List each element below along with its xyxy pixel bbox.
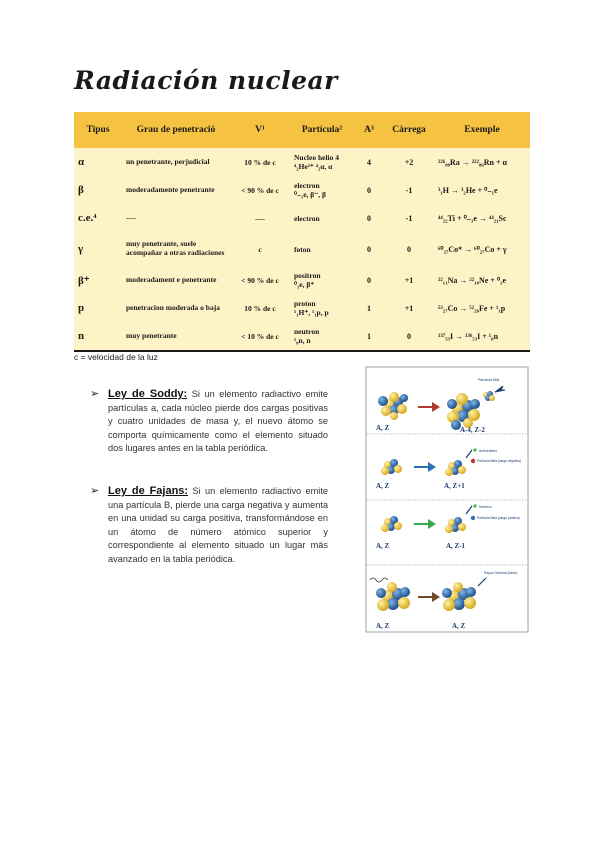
cell-v: c bbox=[258, 244, 262, 254]
cell-carrega: +1 bbox=[404, 303, 414, 313]
cell-v: ---- bbox=[255, 213, 265, 223]
cell-tipus: n bbox=[78, 330, 85, 342]
cell-tipus: β⁺ bbox=[78, 274, 90, 287]
cell-exemple: ⁵³₂₇Co → ⁵²₂₆Fe + ¹₁p bbox=[438, 303, 506, 313]
left-label: A, Z bbox=[376, 424, 390, 432]
footnote: c = velocidad de la luz bbox=[74, 352, 158, 362]
emission-label: Neutrino bbox=[479, 505, 492, 509]
header-exemple: Exemple bbox=[434, 112, 530, 148]
cell-v: 10 % de c bbox=[244, 157, 276, 167]
cell-tipus: β bbox=[78, 184, 84, 196]
law-text: Si un elemento radiactivo emite una partícula B, pierde una carga negativa y aumenta en una unidad su carga positiva, transformándose en un átomo de número atómico superior y correspondiente al elemento situado un lugar más avanzado en la tabla periódica. bbox=[108, 486, 329, 564]
cell-tipus: c.e.⁴ bbox=[78, 212, 97, 224]
cell-a: 0 bbox=[367, 275, 371, 285]
neutrino-particle bbox=[473, 504, 476, 507]
cell-v: 10 % de c bbox=[244, 303, 276, 313]
header-grau: Grau de penetració bbox=[122, 112, 230, 148]
table-row bbox=[74, 266, 530, 294]
law-body bbox=[108, 388, 328, 456]
table-row bbox=[74, 204, 530, 232]
left-label: A, Z bbox=[376, 622, 390, 630]
particula-symbol: ¹₀n, n bbox=[294, 336, 311, 345]
right-label: A, Z bbox=[452, 622, 466, 630]
particula-name: electron bbox=[294, 213, 320, 223]
particula-name: proton bbox=[294, 299, 316, 308]
cell-carrega: -1 bbox=[405, 185, 413, 195]
cell-exemple: ¹³⁷₅₃I → ¹³⁶₅₃I + ¹₀n bbox=[438, 331, 499, 341]
side-label-alfa: DESINTEGRACIÓN ALFA bbox=[348, 375, 353, 429]
emission-label-2: Partícula Beta (carga negativa) bbox=[477, 459, 521, 463]
cell-grau: un penetrante, perjudicial bbox=[126, 156, 210, 166]
cell-grau: moderadamente penetrante bbox=[126, 184, 215, 194]
cell-exemple: ²²⁶₈₈Ra → ²²²₈₆Rn + α bbox=[438, 157, 508, 167]
header-carrega: Càrrega bbox=[384, 112, 434, 148]
cell-a: 0 bbox=[367, 244, 371, 254]
emission-label: Partícula Alfa bbox=[478, 378, 500, 382]
cell-a: 0 bbox=[367, 185, 371, 195]
cell-grau: ---- bbox=[126, 212, 136, 222]
cell-v: < 10 % de c bbox=[241, 331, 279, 341]
cell-grau: penetracion moderada o baja bbox=[126, 302, 220, 312]
header-a: A³ bbox=[354, 112, 384, 148]
law-label: Ley de Soddy: bbox=[108, 388, 188, 400]
law-fajans bbox=[90, 485, 328, 567]
table-row bbox=[74, 148, 530, 176]
right-label: A-4, Z-2 bbox=[460, 426, 485, 434]
cell-carrega: 0 bbox=[407, 244, 411, 254]
beta-minus-particle bbox=[471, 459, 475, 463]
law-body bbox=[108, 485, 328, 567]
cell-tipus: γ bbox=[78, 243, 84, 255]
arrow-bullet-icon: ➢ bbox=[90, 485, 100, 497]
cell-a: 4 bbox=[367, 157, 371, 167]
cell-a: 1 bbox=[367, 331, 371, 341]
cell-exemple: ²²₁₁Na → ²²₁₀Ne + ⁰₁e bbox=[438, 275, 507, 285]
emission-label: Rayos Gamma (fotón) bbox=[484, 571, 518, 575]
cell-a: 1 bbox=[367, 303, 371, 313]
radiation-table bbox=[74, 112, 530, 352]
cell-a: 0 bbox=[367, 213, 371, 223]
header-tipus: Tipus bbox=[74, 112, 122, 148]
particula-name: foton bbox=[294, 244, 311, 254]
side-label-beta-minus: DESINTEGRACIÓN BETA MENOS bbox=[348, 441, 358, 495]
particula-symbol: ⁰₁e, β⁺ bbox=[294, 280, 315, 289]
decay-diagram bbox=[348, 366, 529, 633]
emission-label-2: Partícula Beta (carga positiva) bbox=[477, 516, 520, 520]
cell-particula bbox=[290, 232, 354, 266]
left-label: A, Z bbox=[376, 542, 390, 550]
header-particula: Partícula² bbox=[290, 112, 354, 148]
right-label: A, Z+1 bbox=[444, 482, 465, 490]
cell-grau: moderadament e penetrante bbox=[126, 274, 217, 284]
law-text: Si un elemento radiactivo emite partículas a, cada núcleo pierde dos cargas positivas y cuatro unidades de masa y, el nuevo átomo se comporta químicamente como el elemento situado dos lugares antes en la tabla periódica. bbox=[108, 389, 328, 454]
cell-grau: muy penetrante, suele acompañar a otras radiaciones bbox=[126, 239, 225, 257]
cell-exemple: ⁶⁰₂₇Co* → ⁶⁰₂₇Co + γ bbox=[438, 244, 507, 254]
cell-v: < 90 % de c bbox=[241, 185, 279, 195]
cell-carrega: 0 bbox=[407, 331, 411, 341]
beta-plus-particle bbox=[471, 516, 475, 520]
cell-particula bbox=[290, 176, 354, 204]
antineutrino-particle bbox=[473, 448, 476, 451]
cell-particula bbox=[290, 294, 354, 322]
particula-name: neutron bbox=[294, 327, 320, 336]
particula-name: positron bbox=[294, 271, 321, 280]
cell-exemple: ⁴⁴₂₂Ti + ⁰₋₁e → ⁴⁴₂₁Sc bbox=[438, 213, 507, 223]
cell-carrega: +2 bbox=[404, 157, 414, 167]
emission-label: Antineutrino bbox=[479, 449, 498, 453]
cell-particula bbox=[290, 266, 354, 294]
particula-symbol: ⁰₋₁e, β⁻, β bbox=[294, 190, 326, 199]
cell-particula bbox=[290, 204, 354, 232]
cell-carrega: -1 bbox=[405, 213, 413, 223]
table-row bbox=[74, 232, 530, 266]
cell-tipus: α bbox=[78, 156, 85, 168]
side-label-gamma: DESINTEGRACIÓN GAMMA bbox=[348, 569, 353, 629]
table-row bbox=[74, 294, 530, 322]
header-v: V¹ bbox=[230, 112, 290, 148]
left-label: A, Z bbox=[376, 482, 390, 490]
law-soddy bbox=[90, 388, 328, 456]
particula-name: electron bbox=[294, 181, 320, 190]
cell-particula bbox=[290, 148, 354, 176]
table-row bbox=[74, 176, 530, 204]
cell-carrega: +1 bbox=[404, 275, 414, 285]
cell-grau: muy penetrante bbox=[126, 330, 177, 340]
side-label-beta-plus: DESINTEGRACIÓN BETA MÁS bbox=[348, 506, 358, 560]
page-title: Radiación nuclear bbox=[74, 66, 338, 95]
cell-particula bbox=[290, 322, 354, 351]
cell-v: < 90 % de c bbox=[241, 275, 279, 285]
cell-exemple: ³₁H → ³₂He + ⁰₋₁e bbox=[438, 185, 498, 195]
table-row bbox=[74, 322, 530, 351]
arrow-bullet-icon: ➢ bbox=[90, 388, 100, 400]
table-header-row bbox=[74, 112, 530, 148]
particula-symbol: ⁴₂He²⁺ ⁴₂α, α bbox=[294, 162, 333, 171]
law-label: Ley de Fajans: bbox=[108, 485, 189, 497]
right-label: A, Z-1 bbox=[446, 542, 466, 550]
cell-tipus: p bbox=[78, 302, 85, 314]
particula-symbol: ¹₁H⁺, ¹₁p, p bbox=[294, 308, 329, 317]
particula-name: Nucleo helio 4 bbox=[294, 153, 339, 162]
